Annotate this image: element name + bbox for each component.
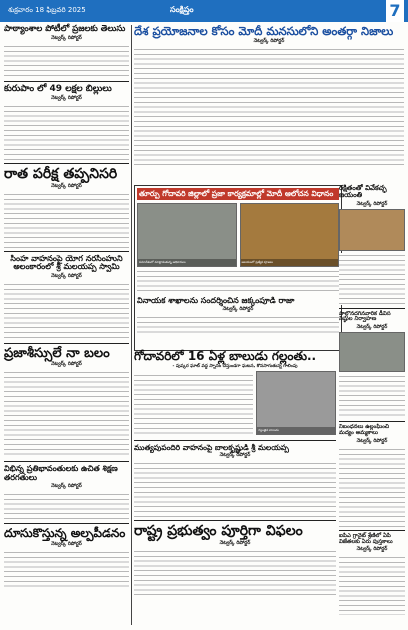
article-body: [339, 374, 405, 418]
article-body: [339, 253, 405, 305]
headline: సింహ వాహనంపై యోగ నరసింహుని అలంకారంలో శ్రీ మలయప్ప స్వామి: [10, 254, 123, 272]
article-body: [4, 370, 129, 458]
page-header: [0, 0, 408, 22]
portrait-photo: [339, 209, 405, 251]
byline: నెట్వర్క్ రిపోర్టర్: [51, 34, 82, 41]
event-photo: [137, 203, 237, 267]
box-headline: తూర్పు గోదావరి జిల్లాలో ప్రజా కార్యక్రమాల్లో మోదీ ఆలోచన విధానం: [137, 188, 339, 200]
photo-caption: ఆలయంలో ప్రత్యేక పూజలు: [241, 259, 340, 266]
byline: నెట్వర్క్ రిపోర్టర్: [219, 452, 251, 459]
article-body: [339, 555, 405, 615]
headline: రాత పరీక్ష తప్పనిసరి: [4, 166, 118, 183]
headline: ముత్యపుపందిరి వాహనంపై బాలకృష్ణుడి శ్రీ మలయప్ప: [134, 442, 289, 452]
article-body: [4, 492, 129, 520]
headline: పాల్గొనదగినవారిక డీవిస నిష్ఠుల నిర్వాహణ: [339, 310, 391, 323]
right-column: [339, 185, 405, 625]
article-body: [4, 192, 129, 248]
headline: కురుపాం లో 49 లక్షల బిల్లులు: [4, 83, 112, 94]
byline: నెట్వర్క్ రిపోర్టర్: [356, 437, 388, 444]
subheadline: - పుష్కర ఘాట్ వద్ద స్నానం చేస్తుండగా ఘటన, కొనసాగుతున్న గాలింపు: [172, 363, 298, 369]
divider: [4, 251, 129, 252]
divider: [4, 523, 129, 524]
byline: నెట్వర్క్ రిపోర్టర్: [356, 546, 388, 553]
photo-caption: సమావేశంలో మాట్లాడుతున్న అధికారులు: [138, 259, 237, 266]
divider: [134, 520, 336, 521]
banner-headline: దేశ ప్రయోజనాల కోసం మోదీ మనసులోని అంతర్గా నిజాలు: [134, 24, 394, 38]
issue-date: శుక్రవారం 18 ఫిబ్రవరి 2025: [8, 6, 86, 14]
article-body: [4, 44, 129, 78]
article-body: [137, 315, 339, 333]
byline: నెట్వర్క్ రిపోర్టర్: [222, 306, 254, 313]
divider: [339, 308, 405, 309]
masthead: సంక్షిప్తం: [170, 5, 194, 14]
article-body: [4, 104, 129, 160]
byline: నెట్వర్క్ రిపోర్టర్: [51, 183, 82, 190]
article-body: [134, 549, 336, 595]
article-body: [134, 373, 253, 435]
article-body: [339, 447, 405, 527]
column-divider: [131, 25, 132, 625]
headline: ఐపిఎ గ్రానైట్ శ్రేణిలో ఏపి విజేతలకు ఏరు పుస్తకాలు: [339, 532, 393, 545]
byline: నెట్వర్క్ రిపోర్టర్: [51, 272, 82, 279]
main-top: [134, 25, 404, 167]
article-body: [137, 269, 339, 295]
divider: [339, 530, 405, 531]
divider: [4, 343, 129, 344]
headline: రాష్ట్ర ప్రభుత్వం పూర్తిగా విఫలం: [134, 523, 303, 540]
headline: విభిన్న ప్రతిభావంతులకు ఉచిత శిక్షణ తరగతులు: [4, 464, 118, 482]
divider: [134, 440, 336, 441]
byline: నెట్వర్క్ రిపోర్టర్: [51, 95, 82, 102]
article-body: [4, 282, 129, 340]
godavari-story: [134, 350, 336, 597]
byline: నెట్వర్క్ రిపోర్టర్: [356, 200, 388, 207]
byline: నెట్వర్క్ రిపోర్టర్: [51, 483, 82, 490]
person-photo: [256, 371, 336, 435]
headline: పాఠ్యాంశాల పోటీలో ప్రజలకు తెలుసు: [4, 24, 126, 34]
divider: [4, 461, 129, 462]
headline: నిబంధనలు ఉల్లంఘించి మద్యం అమ్మకాలు: [339, 424, 390, 436]
temple-photo: [240, 203, 340, 267]
headline: రక్షితంతో వివేకచ్ఛ జయంతి: [339, 184, 387, 200]
article-body: [134, 47, 404, 165]
headline: వినాయక శాఖాలను సందర్శించిన జక్కంపూడి రాజా: [137, 295, 295, 305]
byline: నెట్వర్క్ రిపోర్టర్: [219, 540, 251, 547]
photo-caption: గల్లంతైన బాలుడు: [257, 427, 336, 434]
byline: నెట్వర్క్ రిపోర్టర్: [253, 38, 285, 45]
headline: గోదావరిలో 16 ఏళ్ల బాలుడు గల్లంతు..: [134, 349, 317, 363]
divider: [339, 421, 405, 422]
byline: నెట్వర్క్ రిపోర్టర్: [51, 540, 82, 547]
left-column: [4, 25, 129, 625]
headline: ప్రజాశీస్సులే నా బలం: [4, 345, 110, 361]
divider: [4, 163, 129, 164]
featured-story-box: [134, 185, 342, 351]
divider: [4, 81, 129, 82]
article-body: [4, 550, 129, 590]
byline: నెట్వర్క్ రిపోర్టర్: [356, 324, 388, 331]
article-body: [134, 461, 336, 517]
headline: దూసుకొస్తున్న అల్పపీడనం: [4, 526, 126, 541]
byline: నెట్వర్క్ రిపోర్టర్: [51, 361, 82, 368]
page-number: 7: [386, 0, 404, 22]
event-photo: [339, 332, 405, 372]
